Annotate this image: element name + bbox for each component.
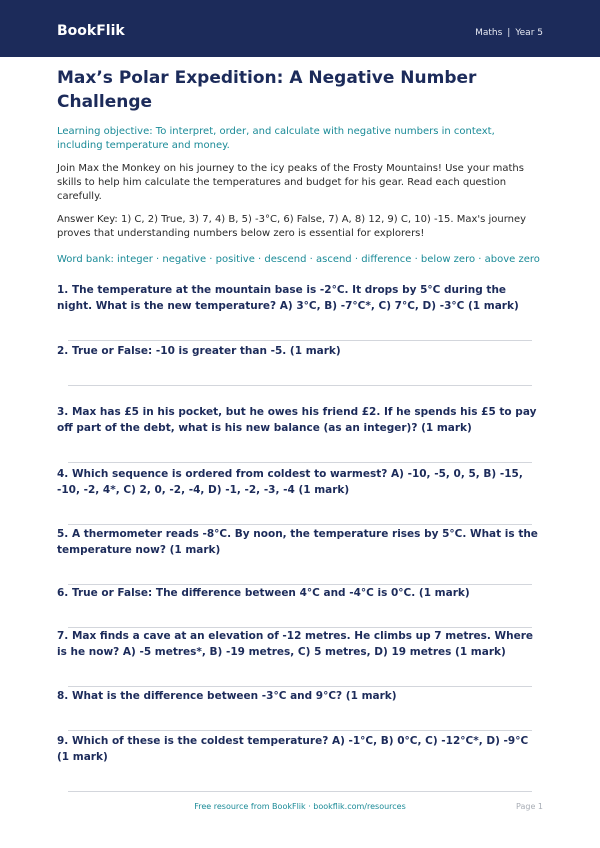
answer-line[interactable] xyxy=(68,462,532,463)
question-item: 5. A thermometer reads -8°C. By noon, the temperature rises by 5°C. What is the temperature now? (1 mark) xyxy=(57,528,538,556)
answer-line[interactable] xyxy=(68,385,532,386)
question-item: 3. Max has £5 in his pocket, but he owes his friend £2. If he spends his £5 to pay off part of the debt, what is his new balance (as an integer)? (1 mark) xyxy=(57,406,537,434)
page-header xyxy=(0,0,600,57)
worksheet-title: Max’s Polar Expedition: A Negative Number Challenge xyxy=(57,68,477,112)
answer-key: Answer Key: 1) C, 2) True, 3) 7, 4) B, 5) -3°C, 6) False, 7) A, 8) 12, 9) C, 10) -15. Max's journey proves that understanding numbers below zero is essential for explorers! xyxy=(57,214,527,239)
learning-objective: Learning objective: To interpret, order, and calculate with negative numbers in context, including temperature and money. xyxy=(57,126,495,151)
subject-label: Maths xyxy=(475,28,503,38)
year-label: Year 5 xyxy=(515,28,543,38)
answer-line[interactable] xyxy=(68,524,532,525)
header-meta xyxy=(475,27,543,39)
page-number: Page 1 xyxy=(516,802,543,811)
answer-line[interactable] xyxy=(68,686,532,687)
answer-line[interactable] xyxy=(68,340,532,341)
question-item: 9. Which of these is the coldest temperature? A) -1°C, B) 0°C, C) -12°C*, D) -9°C (1 mark) xyxy=(57,735,529,763)
question-item: 7. Max finds a cave at an elevation of -12 metres. He climbs up 7 metres. Where is he now? A) -5 metres*, B) -19 metres, C) 5 metres, D) 19 metres (1 mark) xyxy=(57,630,534,658)
header-separator: | xyxy=(507,28,511,38)
question-list xyxy=(57,282,543,792)
question-item: 2. True or False: -10 is greater than -5. (1 mark) xyxy=(57,345,341,357)
answer-line[interactable] xyxy=(68,791,532,792)
footer-resource-link[interactable]: Free resource from BookFlik · bookflik.com/resources xyxy=(194,802,406,811)
word-bank: Word bank: integer · negative · positive · descend · ascend · difference · below zero · above zero xyxy=(57,254,540,265)
question-item: 8. What is the difference between -3°C and 9°C? (1 mark) xyxy=(57,690,397,702)
question-item: 1. The temperature at the mountain base is -2°C. It drops by 5°C during the night. What is the new temperature? A) 3°C, B) -7°C*, C) 7°C, D) -3°C (1 mark) xyxy=(57,284,519,312)
brand-logo-text[interactable]: BookFlik xyxy=(57,23,125,39)
question-item: 4. Which sequence is ordered from coldest to warmest? A) -10, -5, 0, 5, B) -15, -10, -2, 4*, C) 2, 0, -2, -4, D) -1, -2, -3, -4 (1 mark) xyxy=(57,468,523,496)
worksheet-content xyxy=(57,64,543,792)
answer-line[interactable] xyxy=(68,730,532,731)
question-item: 6. True or False: The difference between 4°C and -4°C is 0°C. (1 mark) xyxy=(57,587,470,599)
intro-paragraph: Join Max the Monkey on his journey to the icy peaks of the Frosty Mountains! Use your maths skills to help him calculate the temperatures and budget for his gear. Read each question carefully. xyxy=(57,163,524,202)
page-footer xyxy=(0,801,600,815)
